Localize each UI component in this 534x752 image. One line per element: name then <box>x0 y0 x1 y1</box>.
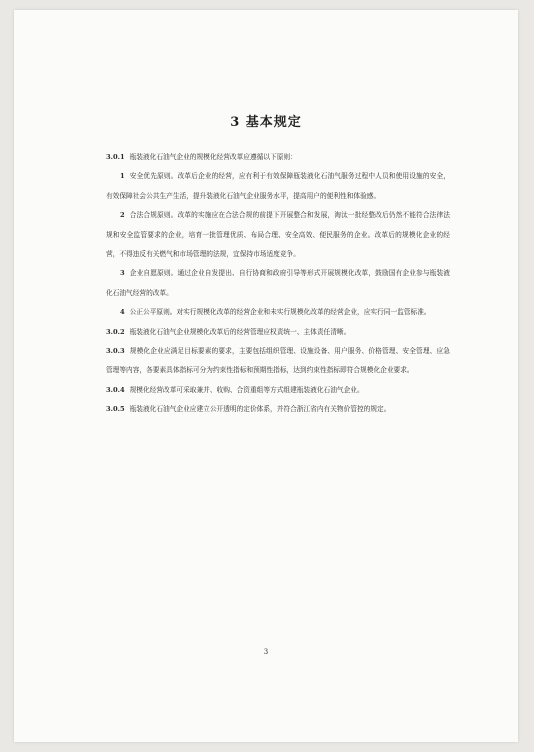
item-text: 合法合规原则。改革的实施应在合法合规的前提下开展整合和发展，淘汰一批经整改后仍然不能符合法律法规和安全监管要求的企业，培育一批管理优质、布局合理、安全高效、便民服务的企业。改革后的规模化企业的经营，不得违反有关燃气和市场管理的法规，宜保持市场适度竞争。 <box>106 211 450 259</box>
principle-item-3 <box>106 264 450 303</box>
section-title: 3 基本规定 <box>230 115 302 130</box>
page-number: 3 <box>263 648 269 656</box>
principle-item-1 <box>106 167 450 206</box>
item-number: 1 <box>120 172 125 181</box>
clause-3-0-5 <box>106 400 450 419</box>
item-number: 2 <box>120 211 125 220</box>
clause-3-0-3 <box>106 342 450 381</box>
item-number: 3 <box>120 269 125 278</box>
clause-number: 3.0.5 <box>106 405 125 414</box>
clause-text: 瓶装液化石油气企业的规模化经营改革应遵循以下原则： <box>129 153 297 161</box>
principle-item-4 <box>106 303 450 322</box>
clause-text: 规模化企业应满足目标要素的要求，主要包括组织管理、设施设备、用户服务、价格管理、安全管理、应急管理等内容，各要素具体指标可分为约束性指标和预期性指标，达到约束性指标即符合规模化企业要求。 <box>106 347 450 375</box>
clause-3-0-1 <box>106 148 450 167</box>
clause-number: 3.0.1 <box>106 153 125 161</box>
document-page <box>14 10 518 742</box>
clause-number: 3.0.2 <box>106 327 125 336</box>
clause-text: 规模化经营改革可采取兼并、收购、合资重组等方式组建瓶装液化石油气企业。 <box>129 385 364 394</box>
clause-text: 瓶装液化石油气企业应建立公开透明的定价体系，并符合浙江省内有关物价管控的规定。 <box>129 405 391 414</box>
clause-number: 3.0.3 <box>106 347 125 356</box>
clause-3-0-2 <box>106 323 450 342</box>
principle-item-2 <box>106 206 450 264</box>
section-body <box>106 148 450 420</box>
item-number: 4 <box>120 308 125 317</box>
item-text: 安全优先原则。改革后企业的经营，应有利于有效保障瓶装液化石油气服务过程中人员和使用设施的安全，有效保障社会公共生产生活，提升装液化石油气企业服务水平，提高用户的便利性和体验感。 <box>106 172 450 200</box>
clause-3-0-4 <box>106 381 450 400</box>
clause-number: 3.0.4 <box>106 385 125 394</box>
item-text: 企业自愿原则。通过企业自发提出、自行协商和政府引导等形式开展规模化改革，鼓励国有企业参与瓶装液化石油气经营的改革。 <box>106 269 450 297</box>
item-text: 公正公平原则。对实行规模化改革的经营企业和未实行规模化改革的经营企业，应实行同一监管标准。 <box>129 308 431 317</box>
clause-text: 瓶装液化石油气企业规模化改革后的经营管理应权责统一、主体责任清晰。 <box>129 327 351 336</box>
